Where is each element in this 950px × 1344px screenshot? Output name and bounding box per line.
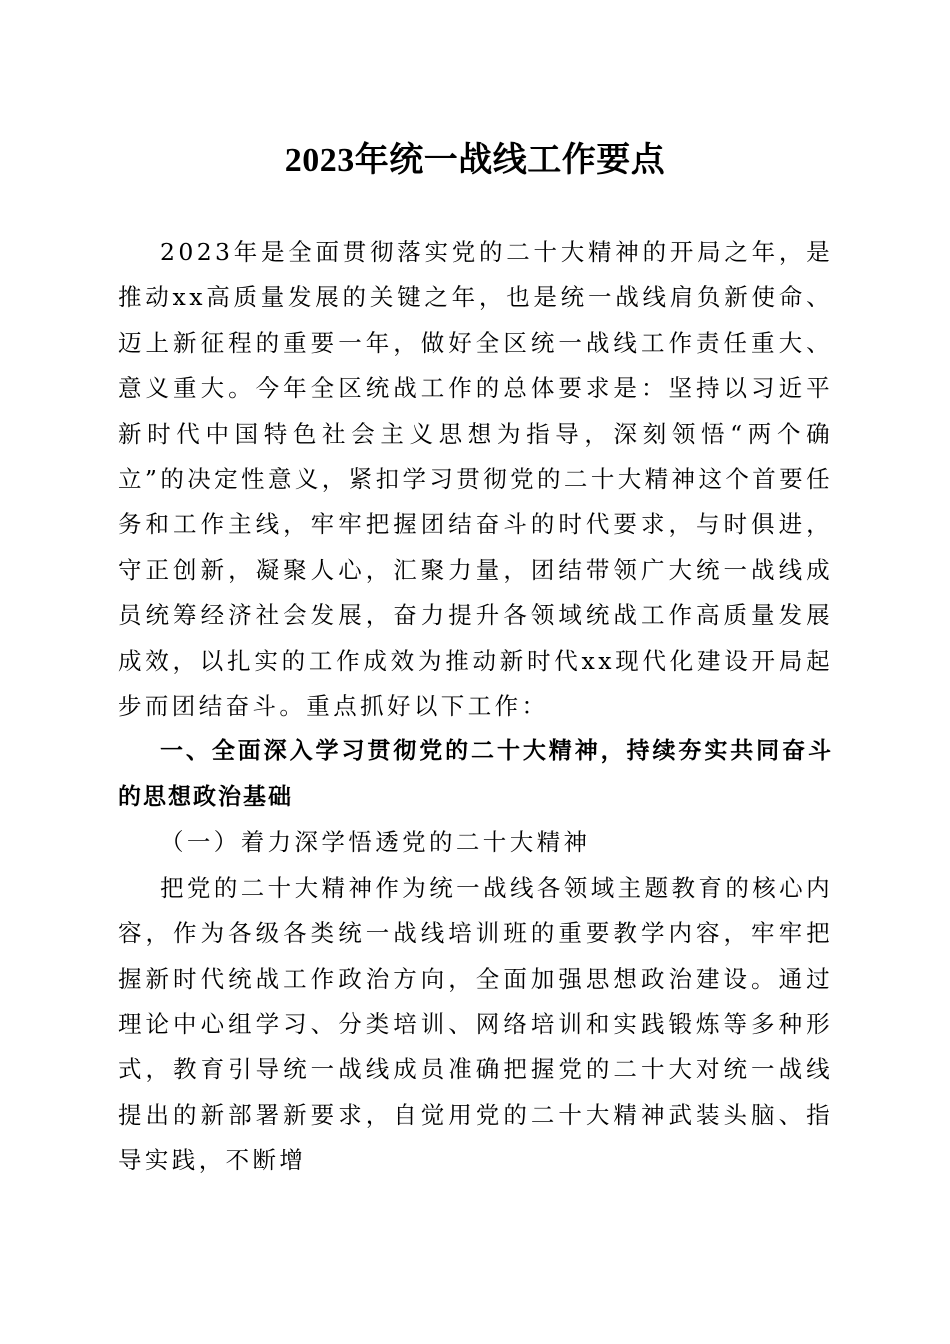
document-body — [118, 230, 833, 1184]
section-heading-1: 一、全面深入学习贯彻党的二十大精神，持续夯实共同奋斗的思想政治基础 — [118, 738, 833, 810]
intro-paragraph: 2023年是全面贯彻落实党的二十大精神的开局之年，是推动xx高质量发展的关键之年，也是统一战线肩负新使命、迈上新征程的重要一年，做好全区统一战线工作责任重大、意义重大。今年全区统战工作的总体要求是：坚持以习近平新时代中国特色社会主义思想为指导，深刻领悟“两个确立”的决定性意义，紧扣学习贯彻党的二十大精神这个首要任务和工作主线，牢牢把握团结奋斗的时代要求，与时俱进，守正创新，凝聚人心，汇聚力量，团结带领广大统一战线成员统筹经济社会发展，奋力提升各领域统战工作高质量发展成效，以扎实的工作成效为推动新时代xx现代化建设开局起步而团结奋斗。重点抓好以下工作： — [118, 238, 833, 721]
subsection-heading-1: （一）着力深学悟透党的二十大精神 — [160, 828, 591, 857]
document-title: 2023年统一战线工作要点 — [284, 142, 666, 179]
subsection-1-paragraph: 把党的二十大精神作为统一战线各领域主题教育的核心内容，作为各级各类统一战线培训班的重要教学内容，牢牢把握新时代统战工作政治方向，全面加强思想政治建设。通过理论中心组学习、分类培训、网络培训和实践锻炼等多种形式，教育引导统一战线成员准确把握党的二十大对统一战线提出的新部署新要求，自觉用党的二十大精神武装头脑、指导实践，不断增 — [118, 873, 833, 1175]
